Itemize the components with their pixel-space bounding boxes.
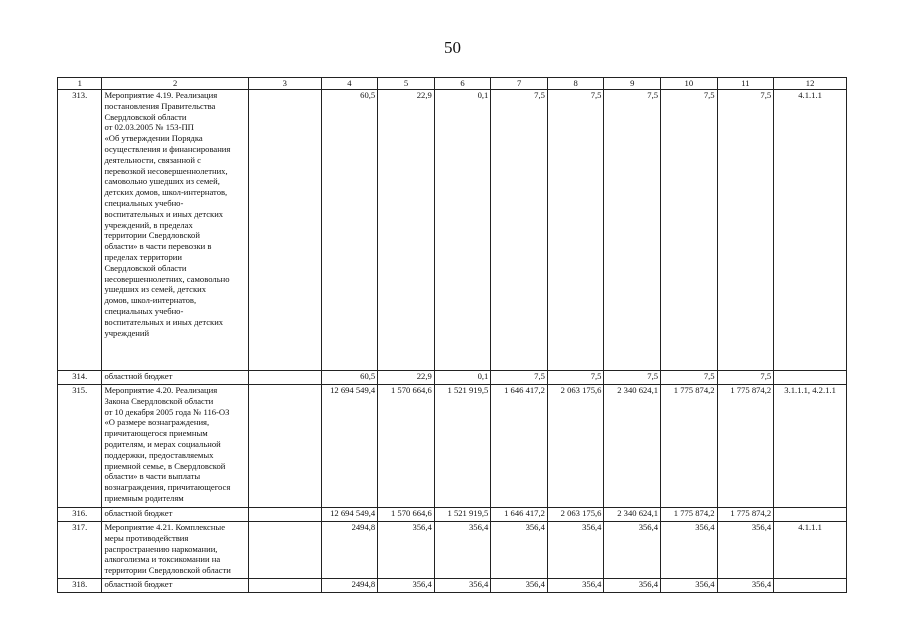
target-code: 4.1.1.1: [774, 90, 847, 371]
value-cell: 0,1: [434, 90, 491, 371]
value-cell: 7,5: [717, 90, 774, 371]
description-line: меры противодействия: [104, 532, 189, 543]
description-line: территории Свердловской области: [104, 565, 231, 576]
description-line: Мероприятие 4.19. Реализация: [104, 90, 218, 100]
item-description: [102, 385, 248, 508]
value-cell: 7,5: [717, 371, 774, 385]
value-cell: 1 570 664,6: [378, 385, 435, 508]
description-line: от 02.03.2005 № 153-ПП: [104, 122, 194, 133]
column-header: 11: [717, 78, 774, 90]
description-line: Закона Свердловской области: [104, 395, 214, 406]
description-line: области» в части перевозки в: [104, 241, 212, 252]
description-line: алкоголизма и токсикомании на: [104, 554, 221, 565]
table-row: [58, 522, 847, 579]
column-header: 2: [102, 78, 248, 90]
column-header: 9: [604, 78, 661, 90]
value-cell: 7,5: [604, 371, 661, 385]
value-cell: 1 775 874,2: [661, 385, 718, 508]
value-cell: 0,1: [434, 371, 491, 385]
value-cell: 2 063 175,6: [547, 508, 604, 522]
description-line: специальных учебно-: [104, 305, 184, 316]
column-3-cell: [248, 371, 321, 385]
column-header: 5: [378, 78, 435, 90]
target-code: [774, 508, 847, 522]
value-cell: 2 063 175,6: [547, 385, 604, 508]
table-row: [58, 508, 847, 522]
column-header: 10: [661, 78, 718, 90]
column-3-cell: [248, 522, 321, 579]
description-line: поддержки, предоставляемых: [104, 449, 214, 460]
item-description: [102, 579, 248, 593]
description-line: воспитательных и иных детских: [104, 208, 224, 219]
column-header: 4: [321, 78, 378, 90]
value-cell: 356,4: [491, 579, 548, 593]
value-cell: 7,5: [661, 371, 718, 385]
value-cell: 1 775 874,2: [661, 508, 718, 522]
value-cell: 7,5: [491, 90, 548, 371]
description-line: области» в части выплаты: [104, 471, 201, 482]
description-line: ушедших из семей, детских: [104, 284, 207, 295]
description-line: детских домов, школ-интернатов,: [104, 187, 228, 198]
description-line: распространению наркомании,: [104, 543, 218, 554]
value-cell: 60,5: [321, 371, 378, 385]
column-header: 6: [434, 78, 491, 90]
description-line: причитающегося приемным: [104, 428, 208, 439]
description-line: самовольно ушедших из семей,: [104, 176, 220, 187]
value-cell: 356,4: [378, 522, 435, 579]
description-line: осуществления и финансирования: [104, 143, 231, 154]
description-line: родителям, и мерах социальной: [104, 438, 221, 449]
value-cell: 22,9: [378, 90, 435, 371]
column-header: 8: [547, 78, 604, 90]
column-3-cell: [248, 508, 321, 522]
value-cell: 356,4: [717, 579, 774, 593]
target-code: [774, 579, 847, 593]
column-header: 7: [491, 78, 548, 90]
description-line: перевозкой несовершеннолетних,: [104, 165, 228, 176]
value-cell: 1 646 417,2: [491, 385, 548, 508]
value-cell: 2494,8: [321, 522, 378, 579]
description-line: приемным родителям: [104, 492, 184, 503]
description-line: приемной семье, в Свердловской: [104, 460, 226, 471]
description-line: от 10 декабря 2005 года № 116-ОЗ: [104, 406, 230, 417]
description-line: специальных учебно-: [104, 197, 184, 208]
description-line: областной бюджет: [104, 508, 173, 518]
column-3-cell: [248, 90, 321, 371]
description-line: Свердловской области: [104, 262, 187, 273]
description-line: постановления Правительства: [104, 100, 216, 111]
description-line: территории Свердловской: [104, 230, 200, 241]
row-number: 314.: [58, 371, 102, 385]
value-cell: 7,5: [661, 90, 718, 371]
description-line: учреждений, в пределах: [104, 219, 193, 230]
value-cell: 1 521 919,5: [434, 508, 491, 522]
value-cell: 22,9: [378, 371, 435, 385]
item-description: [102, 522, 248, 579]
value-cell: 12 694 549,4: [321, 508, 378, 522]
value-cell: 356,4: [547, 579, 604, 593]
item-description: [102, 90, 248, 371]
item-description: [102, 371, 248, 385]
description-line: областной бюджет: [104, 371, 173, 381]
column-header: 1: [58, 78, 102, 90]
target-code: 4.1.1.1: [774, 522, 847, 579]
value-cell: 356,4: [547, 522, 604, 579]
table-row: [58, 371, 847, 385]
budget-table: [57, 77, 847, 593]
description-line: деятельности, связанной с: [104, 154, 201, 165]
column-header-row: [58, 78, 847, 90]
value-cell: 356,4: [604, 522, 661, 579]
target-code: 3.1.1.1, 4.2.1.1: [774, 385, 847, 508]
value-cell: 7,5: [547, 371, 604, 385]
value-cell: 1 775 874,2: [717, 508, 774, 522]
row-number: 316.: [58, 508, 102, 522]
value-cell: 356,4: [491, 522, 548, 579]
table-row: [58, 90, 847, 371]
value-cell: 356,4: [661, 579, 718, 593]
description-line: «Об утверждении Порядка: [104, 133, 203, 144]
page-number: 50: [444, 38, 461, 57]
row-number: 315.: [58, 385, 102, 508]
value-cell: 356,4: [378, 579, 435, 593]
value-cell: 7,5: [547, 90, 604, 371]
value-cell: 2494,8: [321, 579, 378, 593]
description-line: Свердловской области: [104, 111, 187, 122]
value-cell: 2 340 624,1: [604, 508, 661, 522]
value-cell: 7,5: [604, 90, 661, 371]
description-line: пределах территории: [104, 251, 182, 262]
value-cell: 1 570 664,6: [378, 508, 435, 522]
value-cell: 1 775 874,2: [717, 385, 774, 508]
value-cell: 12 694 549,4: [321, 385, 378, 508]
row-number: 318.: [58, 579, 102, 593]
column-3-cell: [248, 579, 321, 593]
row-number: 313.: [58, 90, 102, 371]
description-line: учреждений: [104, 327, 150, 338]
value-cell: 356,4: [434, 522, 491, 579]
column-header: 12: [774, 78, 847, 90]
description-line: домов, школ-интернатов,: [104, 295, 197, 306]
description-line: воспитательных и иных детских: [104, 316, 224, 327]
value-cell: 2 340 624,1: [604, 385, 661, 508]
value-cell: 1 646 417,2: [491, 508, 548, 522]
value-cell: 60,5: [321, 90, 378, 371]
table-row: [58, 385, 847, 508]
description-line: несовершеннолетних, самовольно: [104, 273, 230, 284]
value-cell: 356,4: [717, 522, 774, 579]
column-header: 3: [248, 78, 321, 90]
table-row: [58, 579, 847, 593]
description-line: Мероприятие 4.21. Комплексные: [104, 522, 226, 532]
column-3-cell: [248, 385, 321, 508]
description-line: областной бюджет: [104, 579, 173, 589]
value-cell: 356,4: [434, 579, 491, 593]
description-line: вознаграждения, причитающегося: [104, 482, 231, 493]
value-cell: 356,4: [661, 522, 718, 579]
description-line: «О размере вознаграждения,: [104, 417, 210, 428]
value-cell: 356,4: [604, 579, 661, 593]
item-description: [102, 508, 248, 522]
value-cell: 7,5: [491, 371, 548, 385]
description-line: Мероприятие 4.20. Реализация: [104, 385, 218, 395]
value-cell: 1 521 919,5: [434, 385, 491, 508]
target-code: [774, 371, 847, 385]
row-number: 317.: [58, 522, 102, 579]
